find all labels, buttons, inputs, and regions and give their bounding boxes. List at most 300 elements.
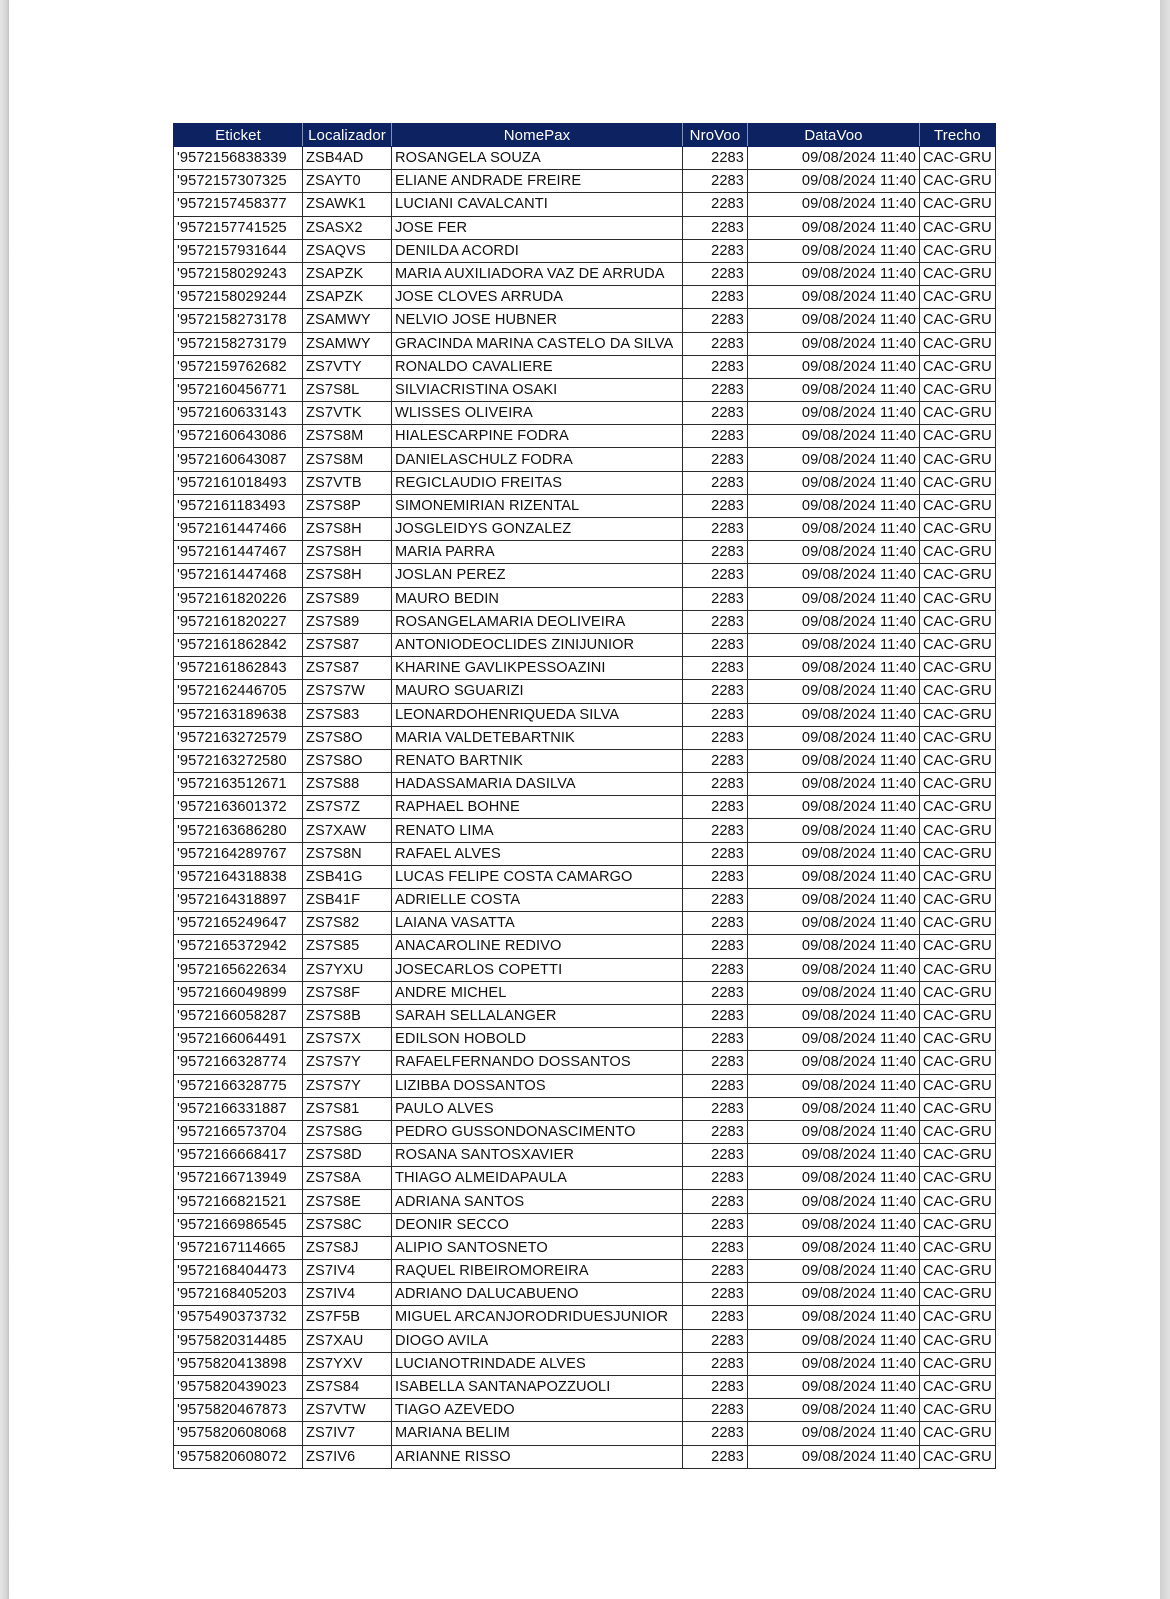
cell-trecho: CAC-GRU [920,402,996,425]
cell-nomepax: ELIANE ANDRADE FREIRE [392,170,683,193]
cell-nrovoo: 2283 [683,147,748,170]
cell-localizador: ZS7S8F [303,981,392,1004]
viewer-margin-right [1160,0,1170,1599]
table-row [174,471,996,494]
cell-nrovoo: 2283 [683,680,748,703]
cell-nomepax: MARIANA BELIM [392,1422,683,1445]
cell-localizador: ZS7S8H [303,541,392,564]
cell-localizador: ZS7VTK [303,402,392,425]
table-row [174,912,996,935]
table-row [174,1329,996,1352]
cell-localizador: ZS7S87 [303,633,392,656]
cell-nomepax: LUCIANI CAVALCANTI [392,193,683,216]
cell-localizador: ZS7S8L [303,378,392,401]
cell-trecho: CAC-GRU [920,633,996,656]
cell-nomepax: ISABELLA SANTANAPOZZUOLI [392,1375,683,1398]
cell-eticket: '9572158029244 [174,286,303,309]
cell-datavoo: 09/08/2024 11:40 [748,935,920,958]
passenger-table [173,123,996,1469]
cell-datavoo: 09/08/2024 11:40 [748,1167,920,1190]
cell-eticket: '9572162446705 [174,680,303,703]
table-row [174,216,996,239]
cell-eticket: '9572166713949 [174,1167,303,1190]
cell-nrovoo: 2283 [683,633,748,656]
cell-trecho: CAC-GRU [920,703,996,726]
cell-nomepax: RENATO BARTNIK [392,749,683,772]
cell-trecho: CAC-GRU [920,471,996,494]
cell-nrovoo: 2283 [683,1097,748,1120]
cell-datavoo: 09/08/2024 11:40 [748,1144,920,1167]
cell-nomepax: ROSANGELA SOUZA [392,147,683,170]
cell-eticket: '9572166573704 [174,1120,303,1143]
cell-localizador: ZS7IV4 [303,1283,392,1306]
cell-eticket: '9572166049899 [174,981,303,1004]
cell-trecho: CAC-GRU [920,1144,996,1167]
cell-nrovoo: 2283 [683,332,748,355]
cell-trecho: CAC-GRU [920,935,996,958]
cell-eticket: '9572163601372 [174,796,303,819]
cell-localizador: ZSAWK1 [303,193,392,216]
table-row [174,1260,996,1283]
cell-trecho: CAC-GRU [920,193,996,216]
cell-localizador: ZS7XAW [303,819,392,842]
cell-nomepax: ADRIANO DALUCABUENO [392,1283,683,1306]
cell-nrovoo: 2283 [683,286,748,309]
cell-eticket: '9572166328775 [174,1074,303,1097]
cell-eticket: '9575820413898 [174,1352,303,1375]
cell-nomepax: MARIA PARRA [392,541,683,564]
table-row [174,935,996,958]
cell-nrovoo: 2283 [683,1445,748,1468]
cell-nrovoo: 2283 [683,471,748,494]
cell-trecho: CAC-GRU [920,378,996,401]
cell-datavoo: 09/08/2024 11:40 [748,1236,920,1259]
cell-localizador: ZS7IV7 [303,1422,392,1445]
cell-nomepax: WLISSES OLIVEIRA [392,402,683,425]
table-row [174,958,996,981]
cell-eticket: '9572166821521 [174,1190,303,1213]
cell-trecho: CAC-GRU [920,1167,996,1190]
cell-eticket: '9575820608072 [174,1445,303,1468]
cell-datavoo: 09/08/2024 11:40 [748,842,920,865]
column-header-trecho: Trecho [920,124,996,147]
cell-datavoo: 09/08/2024 11:40 [748,889,920,912]
cell-datavoo: 09/08/2024 11:40 [748,912,920,935]
table-row [174,239,996,262]
cell-datavoo: 09/08/2024 11:40 [748,448,920,471]
cell-nrovoo: 2283 [683,796,748,819]
table-row [174,541,996,564]
cell-nrovoo: 2283 [683,1236,748,1259]
cell-nomepax: THIAGO ALMEIDAPAULA [392,1167,683,1190]
cell-nrovoo: 2283 [683,1028,748,1051]
cell-datavoo: 09/08/2024 11:40 [748,1190,920,1213]
cell-datavoo: 09/08/2024 11:40 [748,1352,920,1375]
cell-nomepax: RAFAEL ALVES [392,842,683,865]
cell-trecho: CAC-GRU [920,796,996,819]
cell-eticket: '9572166331887 [174,1097,303,1120]
cell-nrovoo: 2283 [683,402,748,425]
viewer-margin-left [0,0,9,1599]
cell-nrovoo: 2283 [683,239,748,262]
cell-eticket: '9572166986545 [174,1213,303,1236]
cell-nomepax: KHARINE GAVLIKPESSOAZINI [392,657,683,680]
cell-trecho: CAC-GRU [920,657,996,680]
cell-nrovoo: 2283 [683,773,748,796]
cell-eticket: '9572156838339 [174,147,303,170]
cell-localizador: ZS7S88 [303,773,392,796]
cell-eticket: '9572161183493 [174,494,303,517]
cell-eticket: '9572163512671 [174,773,303,796]
table-row [174,749,996,772]
table-row [174,842,996,865]
cell-nomepax: ALIPIO SANTOSNETO [392,1236,683,1259]
table-row [174,889,996,912]
table-row [174,726,996,749]
cell-nrovoo: 2283 [683,170,748,193]
cell-nrovoo: 2283 [683,1422,748,1445]
cell-trecho: CAC-GRU [920,1422,996,1445]
cell-trecho: CAC-GRU [920,1213,996,1236]
cell-trecho: CAC-GRU [920,170,996,193]
cell-localizador: ZS7S8E [303,1190,392,1213]
cell-nrovoo: 2283 [683,262,748,285]
cell-nomepax: DEONIR SECCO [392,1213,683,1236]
cell-localizador: ZS7S85 [303,935,392,958]
cell-nomepax: JOSE CLOVES ARRUDA [392,286,683,309]
cell-nrovoo: 2283 [683,819,748,842]
cell-nomepax: DENILDA ACORDI [392,239,683,262]
cell-nrovoo: 2283 [683,1144,748,1167]
cell-nomepax: SIMONEMIRIAN RIZENTAL [392,494,683,517]
cell-eticket: '9572161862842 [174,633,303,656]
cell-trecho: CAC-GRU [920,1329,996,1352]
table-row [174,819,996,842]
cell-trecho: CAC-GRU [920,842,996,865]
cell-datavoo: 09/08/2024 11:40 [748,703,920,726]
cell-datavoo: 09/08/2024 11:40 [748,355,920,378]
cell-nrovoo: 2283 [683,448,748,471]
cell-localizador: ZS7S8N [303,842,392,865]
cell-localizador: ZS7S8A [303,1167,392,1190]
cell-trecho: CAC-GRU [920,1051,996,1074]
table-row [174,633,996,656]
cell-datavoo: 09/08/2024 11:40 [748,610,920,633]
cell-datavoo: 09/08/2024 11:40 [748,1329,920,1352]
table-row [174,796,996,819]
cell-datavoo: 09/08/2024 11:40 [748,657,920,680]
cell-datavoo: 09/08/2024 11:40 [748,262,920,285]
cell-trecho: CAC-GRU [920,1399,996,1422]
cell-datavoo: 09/08/2024 11:40 [748,1260,920,1283]
cell-eticket: '9572167114665 [174,1236,303,1259]
cell-eticket: '9572160456771 [174,378,303,401]
cell-nrovoo: 2283 [683,1306,748,1329]
cell-localizador: ZS7S89 [303,587,392,610]
cell-trecho: CAC-GRU [920,216,996,239]
table-row [174,494,996,517]
cell-trecho: CAC-GRU [920,332,996,355]
cell-nomepax: MARIA AUXILIADORA VAZ DE ARRUDA [392,262,683,285]
column-header-datavoo: DataVoo [748,124,920,147]
table-header-row [174,124,996,147]
cell-localizador: ZSASX2 [303,216,392,239]
cell-eticket: '9572164318897 [174,889,303,912]
cell-eticket: '9572158029243 [174,262,303,285]
table-row [174,147,996,170]
cell-nrovoo: 2283 [683,378,748,401]
cell-nrovoo: 2283 [683,981,748,1004]
cell-localizador: ZS7S7X [303,1028,392,1051]
cell-trecho: CAC-GRU [920,958,996,981]
table-row [174,610,996,633]
cell-trecho: CAC-GRU [920,1306,996,1329]
cell-nrovoo: 2283 [683,1375,748,1398]
cell-eticket: '9575490373732 [174,1306,303,1329]
table-row [174,286,996,309]
cell-datavoo: 09/08/2024 11:40 [748,1375,920,1398]
cell-eticket: '9572165249647 [174,912,303,935]
cell-datavoo: 09/08/2024 11:40 [748,587,920,610]
cell-localizador: ZS7S8B [303,1004,392,1027]
cell-datavoo: 09/08/2024 11:40 [748,773,920,796]
cell-localizador: ZSAPZK [303,286,392,309]
cell-datavoo: 09/08/2024 11:40 [748,425,920,448]
cell-nrovoo: 2283 [683,518,748,541]
cell-localizador: ZS7S7W [303,680,392,703]
cell-localizador: ZS7VTW [303,1399,392,1422]
cell-nomepax: EDILSON HOBOLD [392,1028,683,1051]
cell-datavoo: 09/08/2024 11:40 [748,471,920,494]
cell-eticket: '9572160633143 [174,402,303,425]
cell-localizador: ZS7S8O [303,749,392,772]
cell-eticket: '9572163272579 [174,726,303,749]
cell-nomepax: RENATO LIMA [392,819,683,842]
cell-nomepax: PAULO ALVES [392,1097,683,1120]
cell-localizador: ZSAMWY [303,309,392,332]
cell-trecho: CAC-GRU [920,865,996,888]
cell-localizador: ZSAYT0 [303,170,392,193]
cell-datavoo: 09/08/2024 11:40 [748,239,920,262]
cell-datavoo: 09/08/2024 11:40 [748,633,920,656]
cell-nrovoo: 2283 [683,541,748,564]
cell-eticket: '9572161447468 [174,564,303,587]
cell-trecho: CAC-GRU [920,1028,996,1051]
cell-eticket: '9572165622634 [174,958,303,981]
cell-eticket: '9572158273179 [174,332,303,355]
cell-trecho: CAC-GRU [920,147,996,170]
table-row [174,1167,996,1190]
cell-nrovoo: 2283 [683,1283,748,1306]
cell-datavoo: 09/08/2024 11:40 [748,564,920,587]
cell-datavoo: 09/08/2024 11:40 [748,378,920,401]
cell-datavoo: 09/08/2024 11:40 [748,541,920,564]
cell-trecho: CAC-GRU [920,819,996,842]
cell-eticket: '9572164289767 [174,842,303,865]
table-row [174,1190,996,1213]
cell-datavoo: 09/08/2024 11:40 [748,796,920,819]
table-row [174,1375,996,1398]
table-row [174,981,996,1004]
cell-nomepax: NELVIO JOSE HUBNER [392,309,683,332]
cell-nomepax: LAIANA VASATTA [392,912,683,935]
table-row [174,1283,996,1306]
cell-nrovoo: 2283 [683,1260,748,1283]
cell-nomepax: JOSGLEIDYS GONZALEZ [392,518,683,541]
cell-datavoo: 09/08/2024 11:40 [748,1283,920,1306]
cell-datavoo: 09/08/2024 11:40 [748,726,920,749]
cell-trecho: CAC-GRU [920,425,996,448]
cell-eticket: '9572160643087 [174,448,303,471]
cell-nrovoo: 2283 [683,216,748,239]
table-row [174,657,996,680]
cell-trecho: CAC-GRU [920,448,996,471]
cell-nomepax: LUCIANOTRINDADE ALVES [392,1352,683,1375]
cell-nrovoo: 2283 [683,1399,748,1422]
cell-eticket: '9572163189638 [174,703,303,726]
cell-trecho: CAC-GRU [920,749,996,772]
cell-trecho: CAC-GRU [920,1190,996,1213]
cell-datavoo: 09/08/2024 11:40 [748,494,920,517]
cell-nomepax: RONALDO CAVALIERE [392,355,683,378]
column-header-eticket: Eticket [174,124,303,147]
table-row [174,402,996,425]
cell-datavoo: 09/08/2024 11:40 [748,193,920,216]
cell-localizador: ZS7S7Z [303,796,392,819]
table-row [174,518,996,541]
cell-localizador: ZSB41F [303,889,392,912]
cell-eticket: '9572161862843 [174,657,303,680]
cell-localizador: ZS7YXU [303,958,392,981]
cell-datavoo: 09/08/2024 11:40 [748,1445,920,1468]
cell-nrovoo: 2283 [683,912,748,935]
cell-nrovoo: 2283 [683,1074,748,1097]
cell-eticket: '9572161820227 [174,610,303,633]
cell-eticket: '9572168405203 [174,1283,303,1306]
cell-datavoo: 09/08/2024 11:40 [748,1399,920,1422]
table-row [174,425,996,448]
cell-nomepax: REGICLAUDIO FREITAS [392,471,683,494]
cell-datavoo: 09/08/2024 11:40 [748,1004,920,1027]
cell-eticket: '9572161018493 [174,471,303,494]
table-row [174,1213,996,1236]
cell-nrovoo: 2283 [683,842,748,865]
cell-nomepax: LEONARDOHENRIQUEDA SILVA [392,703,683,726]
table-row [174,865,996,888]
cell-eticket: '9575820439023 [174,1375,303,1398]
cell-eticket: '9572160643086 [174,425,303,448]
cell-nomepax: SARAH SELLALANGER [392,1004,683,1027]
cell-trecho: CAC-GRU [920,564,996,587]
cell-datavoo: 09/08/2024 11:40 [748,865,920,888]
cell-localizador: ZS7XAU [303,1329,392,1352]
cell-nrovoo: 2283 [683,726,748,749]
cell-localizador: ZS7S8H [303,564,392,587]
cell-localizador: ZS7S8P [303,494,392,517]
cell-nomepax: GRACINDA MARINA CASTELO DA SILVA [392,332,683,355]
cell-trecho: CAC-GRU [920,773,996,796]
cell-nrovoo: 2283 [683,935,748,958]
table-row [174,355,996,378]
cell-nomepax: RAFAELFERNANDO DOSSANTOS [392,1051,683,1074]
cell-nomepax: ANTONIODEOCLIDES ZINIJUNIOR [392,633,683,656]
cell-trecho: CAC-GRU [920,680,996,703]
cell-nomepax: LUCAS FELIPE COSTA CAMARGO [392,865,683,888]
cell-nomepax: SILVIACRISTINA OSAKI [392,378,683,401]
cell-nrovoo: 2283 [683,494,748,517]
cell-datavoo: 09/08/2024 11:40 [748,332,920,355]
table-row [174,680,996,703]
cell-eticket: '9572157307325 [174,170,303,193]
cell-datavoo: 09/08/2024 11:40 [748,981,920,1004]
table-body [174,147,996,1469]
cell-eticket: '9572159762682 [174,355,303,378]
cell-nrovoo: 2283 [683,309,748,332]
table-row [174,1097,996,1120]
cell-eticket: '9575820314485 [174,1329,303,1352]
cell-eticket: '9572163686280 [174,819,303,842]
cell-datavoo: 09/08/2024 11:40 [748,1028,920,1051]
cell-localizador: ZS7YXV [303,1352,392,1375]
table-row [174,1445,996,1468]
cell-datavoo: 09/08/2024 11:40 [748,170,920,193]
cell-eticket: '9572158273178 [174,309,303,332]
cell-datavoo: 09/08/2024 11:40 [748,402,920,425]
cell-nomepax: ADRIELLE COSTA [392,889,683,912]
table-row [174,262,996,285]
cell-localizador: ZS7S8G [303,1120,392,1143]
cell-datavoo: 09/08/2024 11:40 [748,1051,920,1074]
cell-nrovoo: 2283 [683,703,748,726]
table-row [174,1306,996,1329]
cell-trecho: CAC-GRU [920,912,996,935]
cell-datavoo: 09/08/2024 11:40 [748,1306,920,1329]
cell-nomepax: MIGUEL ARCANJORODRIDUESJUNIOR [392,1306,683,1329]
cell-trecho: CAC-GRU [920,541,996,564]
table-row [174,1051,996,1074]
cell-localizador: ZSAPZK [303,262,392,285]
cell-datavoo: 09/08/2024 11:40 [748,309,920,332]
cell-nrovoo: 2283 [683,1004,748,1027]
cell-localizador: ZS7IV6 [303,1445,392,1468]
table-row [174,193,996,216]
cell-nomepax: DIOGO AVILA [392,1329,683,1352]
cell-nrovoo: 2283 [683,425,748,448]
cell-nrovoo: 2283 [683,889,748,912]
cell-trecho: CAC-GRU [920,726,996,749]
cell-eticket: '9572161447467 [174,541,303,564]
cell-localizador: ZS7VTB [303,471,392,494]
cell-nomepax: JOSECARLOS COPETTI [392,958,683,981]
table-row [174,170,996,193]
cell-eticket: '9572164318838 [174,865,303,888]
cell-localizador: ZS7S8M [303,425,392,448]
cell-nomepax: ROSANGELAMARIA DEOLIVEIRA [392,610,683,633]
cell-datavoo: 09/08/2024 11:40 [748,216,920,239]
cell-localizador: ZS7S84 [303,1375,392,1398]
cell-nomepax: TIAGO AZEVEDO [392,1399,683,1422]
cell-nomepax: PEDRO GUSSONDONASCIMENTO [392,1120,683,1143]
cell-eticket: '9572157458377 [174,193,303,216]
cell-nomepax: ADRIANA SANTOS [392,1190,683,1213]
cell-datavoo: 09/08/2024 11:40 [748,749,920,772]
cell-datavoo: 09/08/2024 11:40 [748,1120,920,1143]
cell-nomepax: RAQUEL RIBEIROMOREIRA [392,1260,683,1283]
table-row [174,773,996,796]
cell-datavoo: 09/08/2024 11:40 [748,958,920,981]
cell-localizador: ZS7S8J [303,1236,392,1259]
cell-nomepax: LIZIBBA DOSSANTOS [392,1074,683,1097]
